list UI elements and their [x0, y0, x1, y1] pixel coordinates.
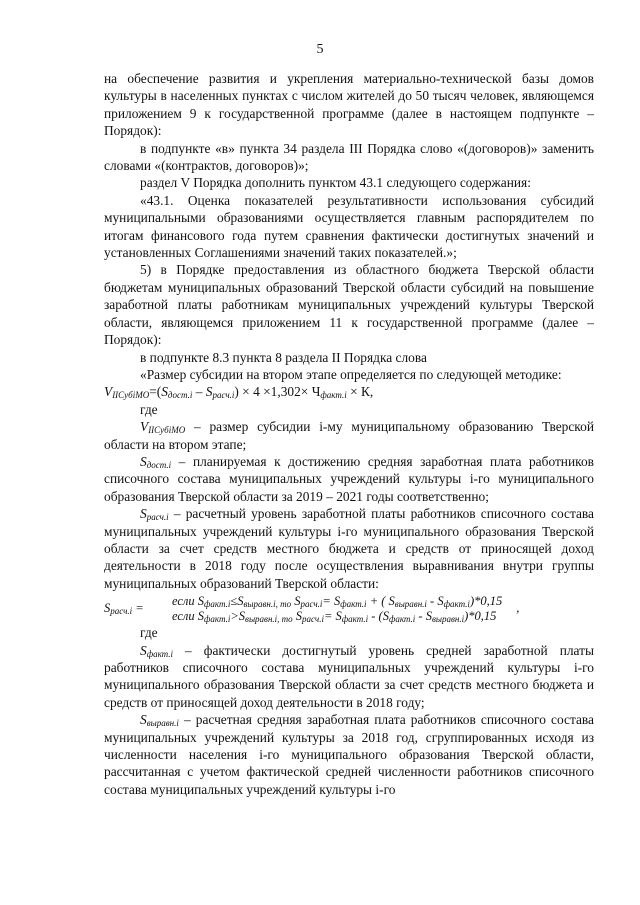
- paragraph: «Размер субсидии на втором этапе определяется по следующей методике:: [140, 366, 562, 382]
- page-number: 5: [316, 42, 324, 57]
- formula-tail: ,: [516, 601, 520, 616]
- definition-s-dost: $S_{дост.i}$ – планируемая к достижению средняя заработная плата работников списочного состава муниципальных учреждений культуры i-го муниципального образования Тверской области за 2019 – 2021 годы соответственно;: [104, 453, 594, 504]
- subsidy-formula: $V_{IIСубiМО}=(S_{дост.i} - S_{расч.i}) \times 4 \times 1,302\times Ч_{факт.i} \times К$,: [104, 384, 374, 401]
- definition-s-rasch: $S_{расч.i}$ – расчетный уровень заработной платы работников списочного состава муниципальных учреждений культуры i-го муниципального образования Тверской области за счет средств местного бюджета и средств от приносящей доход деятельности в 2018 году после осуществления выравнивания внутри группы муниципальных образований Тверской области:: [104, 506, 594, 591]
- formula-case-2: если $S_{факт.i}>S_{выравн.i, то}$ $S_{расч.i}= S_{факт.i} - (S_{факт.i} - S_{выравн.i})*0,15$: [172, 609, 497, 625]
- where-label: где: [140, 401, 158, 417]
- document-body: [104, 70, 594, 798]
- paragraph: «43.1. Оценка показателей результативности использования субсидий муниципальными образованиями осуществляется главным распорядителем по итогам финансового года путем сравнения фактически достигнутых значений и установленных Соглашениями значений таких показателей.»;: [104, 192, 594, 261]
- paragraph: раздел V Порядка дополнить пунктом 43.1 следующего содержания:: [140, 175, 531, 191]
- paragraph: 5) в Порядке предоставления из областного бюджета Тверской области бюджетам муниципальных образований Тверской области субсидий на повышение заработной платы работникам муниципальных учреждений культуры Тверской области, являющемся приложением 11 к государственной программе (далее – Порядок):: [104, 262, 594, 348]
- piecewise-formula: [104, 594, 594, 624]
- paragraph: на обеспечение развития и укрепления материально-технической базы домов культуры в населенных пунктах с числом жителей до 50 тысяч человек, являющемся приложением 9 к государственной программе (далее в настоящем подпункте – Порядок):: [104, 71, 594, 139]
- formula-lhs: $S_{расч.i}$ =: [104, 601, 144, 617]
- definition-v: $V_{IIСубiМО}$ – размер субсидии i-му муниципальному образованию Тверской области на втором этапе;: [104, 419, 594, 452]
- definition-s-fakt: $S_{факт.i}$ – фактически достигнутый уровень средней заработной платы работников списочного состава муниципальных учреждений культуры i-го муниципального образования Тверской области за счет средств местного бюджета и средств от приносящей доход деятельности в 2018 году;: [104, 642, 594, 710]
- formula-case-1: если $S_{факт.i}\le S_{выравн.i, то}$ $S_{расч.i}= S_{факт.i}$ + ( $S_{выравн.i} - S_{факт.i})*0,15$: [172, 594, 503, 610]
- definition-s-vyr: $S_{выравн.i}$ – расчетная средняя заработная плата работников списочного состава муниципальных учреждений культуры за 2018 год, сгруппированных исходя из численности населения i-го муниципального образования Тверской области, рассчитанная с учетом фактической средней численности работников списочного состава муниципальных учреждений культуры i-го: [104, 712, 594, 797]
- paragraph: в подпункте 8.3 пункта 8 раздела II Порядка слова: [140, 349, 427, 365]
- paragraph: в подпункте «в» пункта 34 раздела III Порядка слово «(договоров)» заменить словами «(контрактов, договоров)»;: [104, 140, 594, 174]
- where-label: где: [140, 625, 158, 641]
